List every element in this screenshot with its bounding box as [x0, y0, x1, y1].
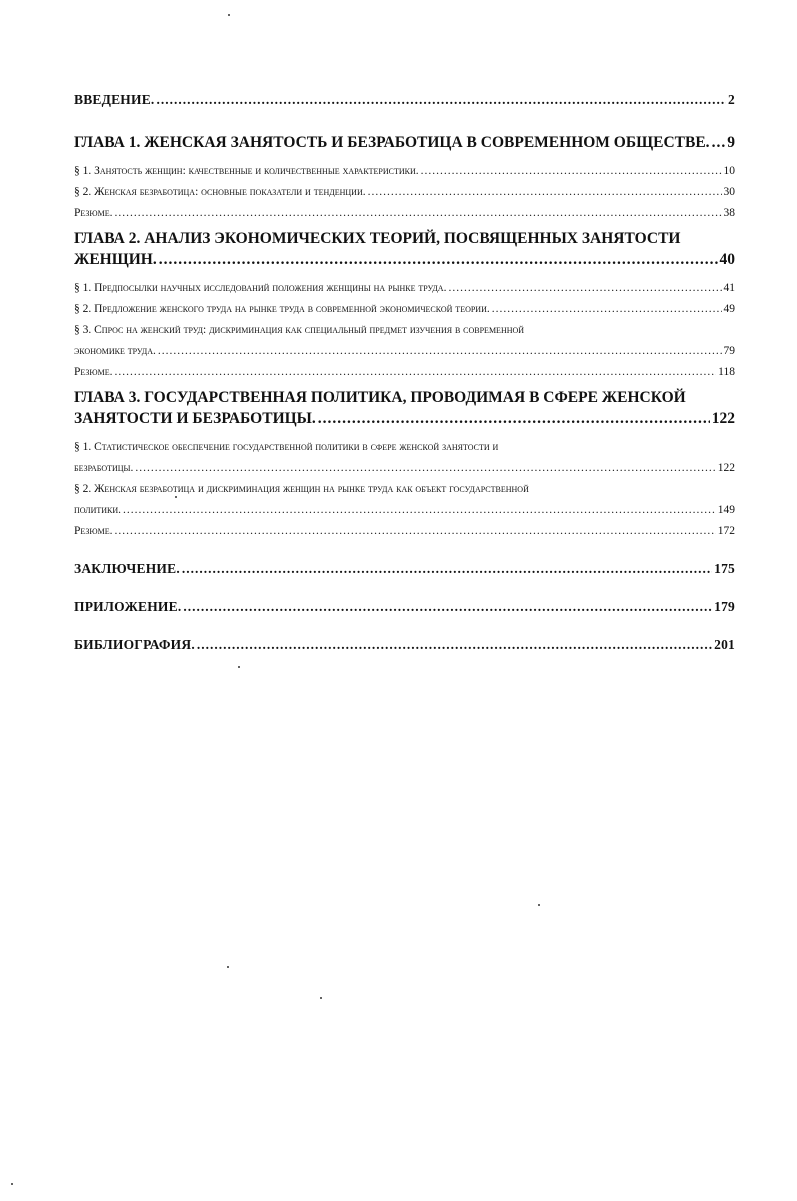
- toc-page-number: 30: [723, 186, 735, 198]
- dot-leader: [115, 521, 716, 542]
- toc-label-line-2: безработицы.: [74, 462, 134, 474]
- dot-leader: [115, 362, 717, 383]
- dot-leader: [448, 278, 721, 299]
- toc-label: § 1. Занятость женщин: качественные и количественные характеристики.: [74, 165, 419, 177]
- toc-page-number: 118: [718, 366, 735, 378]
- dot-leader: [712, 132, 726, 153]
- toc-page-number: 122: [717, 462, 735, 474]
- toc-entry-ch3-section-1[interactable]: [74, 437, 735, 479]
- toc-label: Резюме.: [74, 525, 113, 537]
- toc-page-number: 149: [717, 504, 735, 516]
- toc-label: Резюме.: [74, 366, 113, 378]
- dot-leader: [123, 500, 716, 521]
- scan-speck: [320, 997, 322, 999]
- dot-leader: [492, 299, 722, 320]
- scan-speck: [11, 1183, 13, 1185]
- scan-speck: [538, 904, 540, 906]
- dot-leader: [135, 458, 715, 479]
- toc-entry-chapter-1[interactable]: [74, 132, 735, 153]
- toc-entry-ch1-section-1[interactable]: [74, 161, 735, 182]
- toc-page-number: 40: [719, 251, 735, 268]
- toc-label: ЗАКЛЮЧЕНИЕ.: [74, 561, 180, 576]
- toc-label: ГЛАВА 1. ЖЕНСКАЯ ЗАНЯТОСТЬ И БЕЗРАБОТИЦА В СОВРЕМЕННОМ ОБЩЕСТВЕ.: [74, 134, 710, 151]
- toc-entry-ch1-summary[interactable]: [74, 203, 735, 224]
- scan-speck: [238, 666, 240, 668]
- toc-label-line-2: экономике труда.: [74, 345, 156, 357]
- toc-label: § 2. Предложение женского труда на рынке труда в современной экономической теории.: [74, 303, 490, 315]
- toc-page-number: 122: [711, 410, 735, 427]
- dot-leader: [368, 182, 722, 203]
- toc-entry-chapter-3[interactable]: [74, 387, 735, 429]
- toc-label: БИБЛИОГРАФИЯ.: [74, 637, 195, 652]
- dot-leader: [159, 249, 718, 270]
- dot-leader: [197, 637, 712, 653]
- dot-leader: [318, 408, 710, 429]
- toc-label-line-1: § 3. Спрос на женский труд: дискриминация как специальный предмет изучения в современной: [74, 324, 525, 336]
- dot-leader: [421, 161, 722, 182]
- toc-label: § 2. Женская безработица: основные показатели и тенденции.: [74, 186, 366, 198]
- toc-page-number: 10: [723, 165, 735, 177]
- toc-entry-ch2-section-2[interactable]: [74, 299, 735, 320]
- toc-entry-ch3-section-2[interactable]: [74, 479, 735, 521]
- toc-page-number: 41: [723, 282, 735, 294]
- scan-speck: [227, 966, 229, 968]
- toc-entry-ch2-section-1[interactable]: [74, 278, 735, 299]
- toc-label-line-1: § 2. Женская безработица и дискриминация женщин на рынке труда как объект государственной: [74, 483, 529, 495]
- toc-entry-ch1-section-2[interactable]: [74, 182, 735, 203]
- toc-page-number: 9: [727, 134, 735, 151]
- toc-page-number: 175: [714, 561, 735, 576]
- toc-entry-appendix[interactable]: [74, 599, 735, 615]
- table-of-contents: [74, 92, 735, 653]
- toc-entry-conclusion[interactable]: [74, 561, 735, 577]
- scan-speck: [228, 14, 230, 16]
- toc-page-number: 201: [714, 637, 735, 652]
- toc-page-number: 79: [723, 345, 735, 357]
- toc-label: Резюме.: [74, 207, 113, 219]
- toc-label-line-2: политики.: [74, 504, 122, 516]
- toc-page-number: 2: [728, 92, 735, 107]
- toc-entry-chapter-2[interactable]: [74, 228, 735, 270]
- toc-entry-ch2-section-3[interactable]: [74, 320, 735, 362]
- toc-page-number: 172: [717, 525, 735, 537]
- toc-label-line-1: § 1. Статистическое обеспечение государственной политики в сфере женской занятости и: [74, 441, 499, 453]
- toc-label: § 1. Предпосылки научных исследований положения женщины на рынке труда.: [74, 282, 447, 294]
- toc-page-number: 179: [714, 599, 735, 614]
- dot-leader: [158, 341, 722, 362]
- dot-leader: [183, 599, 712, 615]
- dot-leader: [157, 92, 727, 108]
- toc-label-line-2: ЗАНЯТОСТИ И БЕЗРАБОТИЦЫ.: [74, 410, 316, 427]
- scan-speck: [175, 496, 177, 498]
- toc-label-line-2: ЖЕНЩИН.: [74, 251, 157, 268]
- toc-label: ПРИЛОЖЕНИЕ.: [74, 599, 182, 614]
- toc-page-number: 49: [723, 303, 735, 315]
- toc-entry-ch2-summary[interactable]: [74, 362, 735, 383]
- toc-label-line-1: ГЛАВА 2. АНАЛИЗ ЭКОНОМИЧЕСКИХ ТЕОРИЙ, ПОСВЯЩЕННЫХ ЗАНЯТОСТИ: [74, 230, 681, 247]
- toc-entry-bibliography[interactable]: [74, 637, 735, 653]
- toc-entry-intro[interactable]: [74, 92, 735, 108]
- toc-page-number: 38: [723, 207, 735, 219]
- dot-leader: [115, 203, 722, 224]
- dot-leader: [182, 561, 712, 577]
- toc-label-line-1: ГЛАВА 3. ГОСУДАРСТВЕННАЯ ПОЛИТИКА, ПРОВОДИМАЯ В СФЕРЕ ЖЕНСКОЙ: [74, 389, 686, 406]
- toc-label: ВВЕДЕНИЕ.: [74, 92, 155, 107]
- toc-entry-ch3-summary[interactable]: [74, 521, 735, 542]
